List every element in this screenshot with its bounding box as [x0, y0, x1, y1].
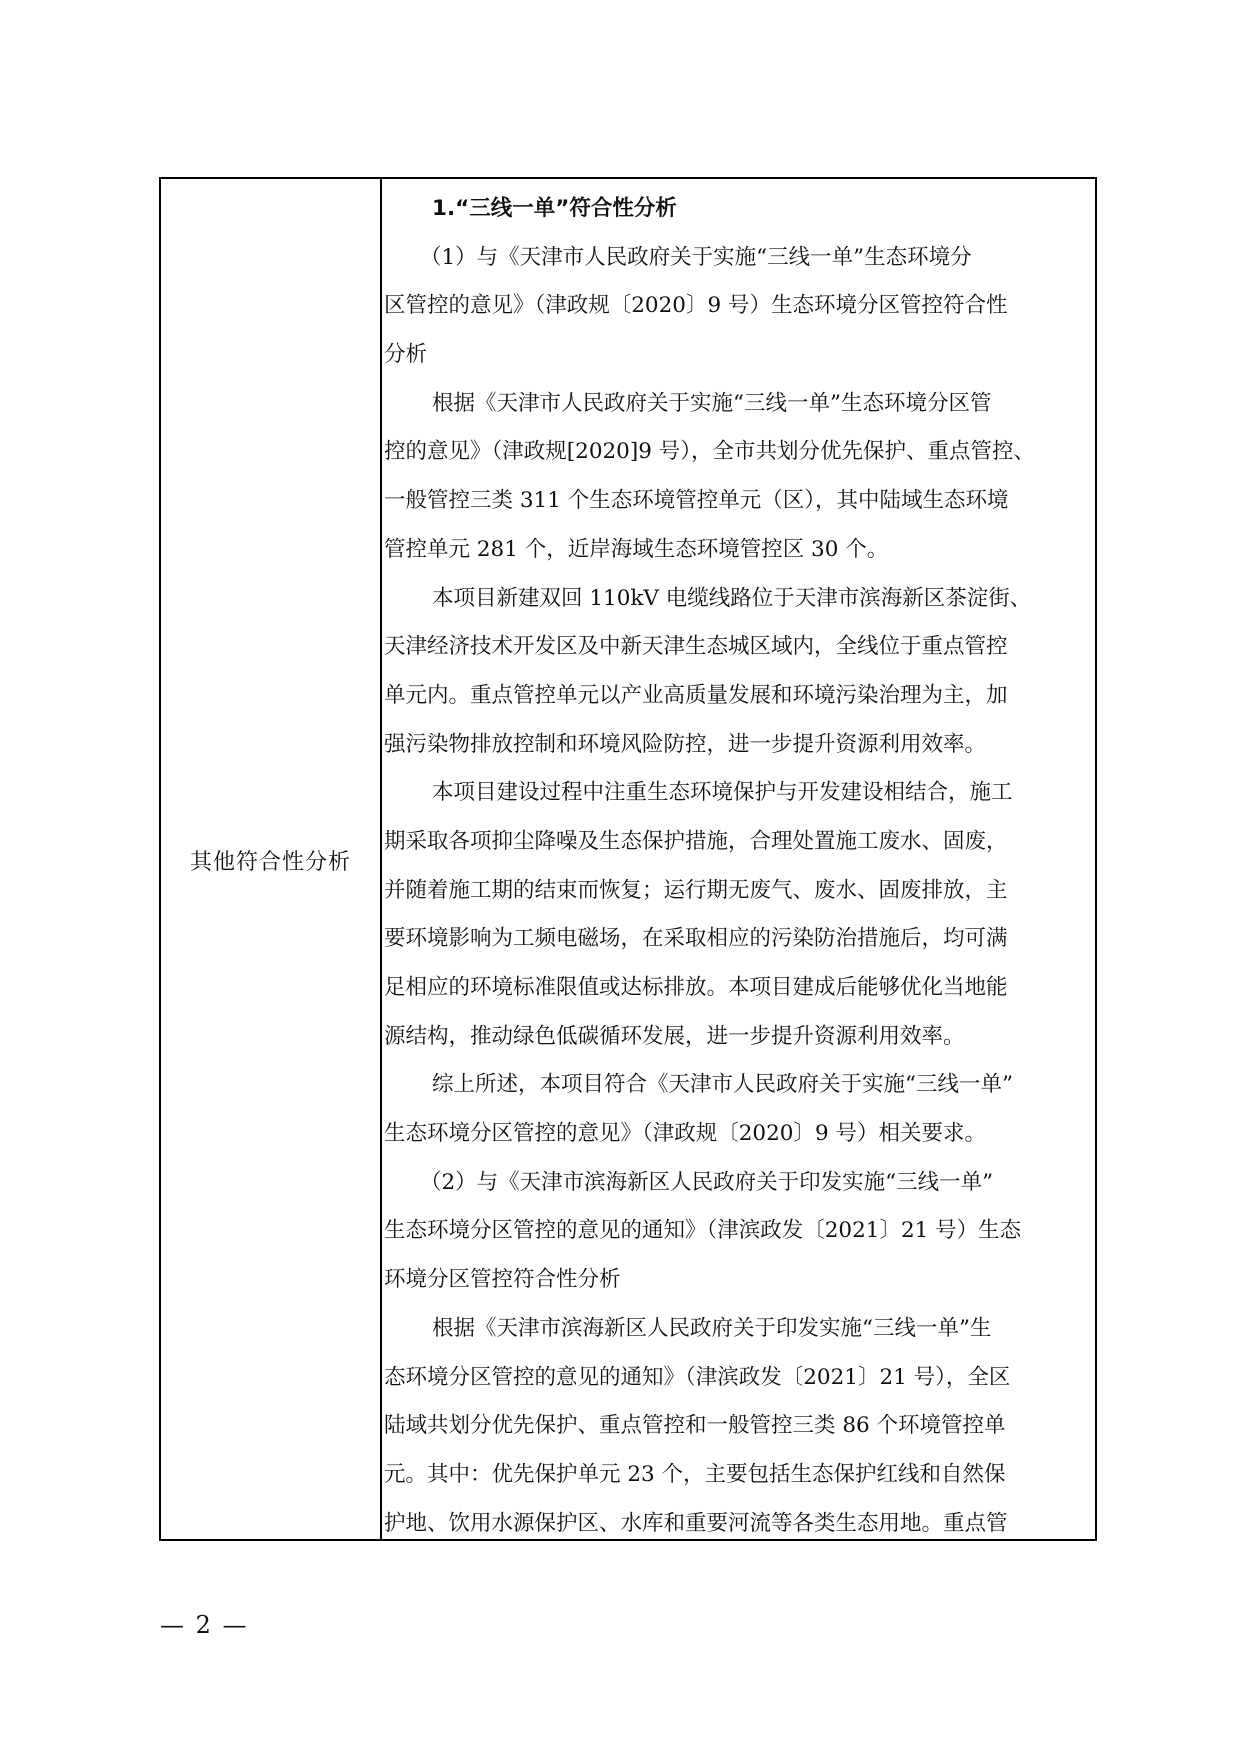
table-content-cell	[384, 185, 1092, 1548]
paragraph-line: 陆域共划分优先保护、重点管控和一般管控三类 86 个环境管控单	[384, 1413, 1006, 1439]
paragraph-line: 天津经济技术开发区及中新天津生态城区域内，全线位于重点管控	[384, 634, 1008, 660]
paragraph-line: 并随着施工期的结束而恢复；运行期无废气、废水、固废排放，主	[384, 877, 1008, 903]
paragraph-line: 控的意见》（津政规[2020]9 号），全市共划分优先保护、重点管控、	[384, 439, 1036, 465]
paragraph-line: 态环境分区管控的意见的通知》（津滨政发〔2021〕21 号），全区	[384, 1364, 1011, 1390]
paragraph-line: 要环境影响为工频电磁场，在采取相应的污染防治措施后，均可满	[384, 926, 1008, 952]
paragraph-line: 一般管控三类 311 个生态环境管控单元（区），其中陆域生态环境	[384, 488, 1009, 514]
paragraph-line: 源结构，推动绿色低碳循环发展，进一步提升资源利用效率。	[384, 1023, 965, 1049]
paragraph-line: 管控单元 281 个，近岸海域生态环境管控区 30 个。	[384, 536, 889, 562]
paragraph-line: 生态环境分区管控的意见》（津政规〔2020〕9 号）相关要求。	[384, 1121, 986, 1147]
paragraph-line: 护地、饮用水源保护区、水库和重要河流等各类生态用地。重点管	[384, 1510, 1008, 1536]
paragraph-line: 根据《天津市人民政府关于实施“三线一单”生态环境分区管	[432, 390, 992, 416]
paragraph-line: 根据《天津市滨海新区人民政府关于印发实施“三线一单”生	[432, 1315, 992, 1341]
paragraph-line: 本项目建设过程中注重生态环境保护与开发建设相结合，施工	[432, 780, 1013, 806]
paragraph-line: 元。其中：优先保护单元 23 个，主要包括生态保护红线和自然保	[384, 1461, 1006, 1487]
section-heading: 1.“三线一单”符合性分析	[432, 196, 677, 221]
subsection-heading-line: 区管控的意见》（津政规〔2020〕9 号）生态环境分区管控符合性	[384, 293, 1008, 319]
paragraph-line: 强污染物排放控制和环境风险防控，进一步提升资源利用效率。	[384, 731, 987, 757]
paragraph-line: 足相应的环境标准限值或达标排放。本项目建成后能够优化当地能	[384, 975, 1008, 1000]
subsection-heading-line: 生态环境分区管控的意见的通知》（津滨政发〔2021〕21 号）生态	[384, 1218, 1022, 1244]
paragraph-line: 本项目新建双回 110kV 电缆线路位于天津市滨海新区茶淀街、	[432, 585, 1032, 611]
paragraph-line: 综上所述，本项目符合《天津市人民政府关于实施“三线一单”	[432, 1072, 1013, 1098]
table-label-cell	[161, 179, 380, 1539]
paragraph-line: 期采取各项抑尘降噪及生态保护措施，合理处置施工废水、固废，	[384, 828, 1008, 854]
compliance-table	[159, 177, 1097, 1541]
table-label: 其他符合性分析	[189, 849, 351, 875]
page-number: — 2 —	[160, 1611, 249, 1639]
subsection-heading-line: 分析	[384, 342, 428, 368]
subsection-heading-line: （2）与《天津市滨海新区人民政府关于印发实施“三线一单”	[420, 1169, 994, 1195]
subsection-heading-line: （1）与《天津市人民政府关于实施“三线一单”生态环境分	[420, 244, 972, 270]
column-divider	[380, 179, 382, 1539]
subsection-heading-line: 环境分区管控符合性分析	[384, 1267, 621, 1293]
paragraph-line: 单元内。重点管控单元以产业高质量发展和环境污染治理为主，加	[384, 682, 1008, 708]
